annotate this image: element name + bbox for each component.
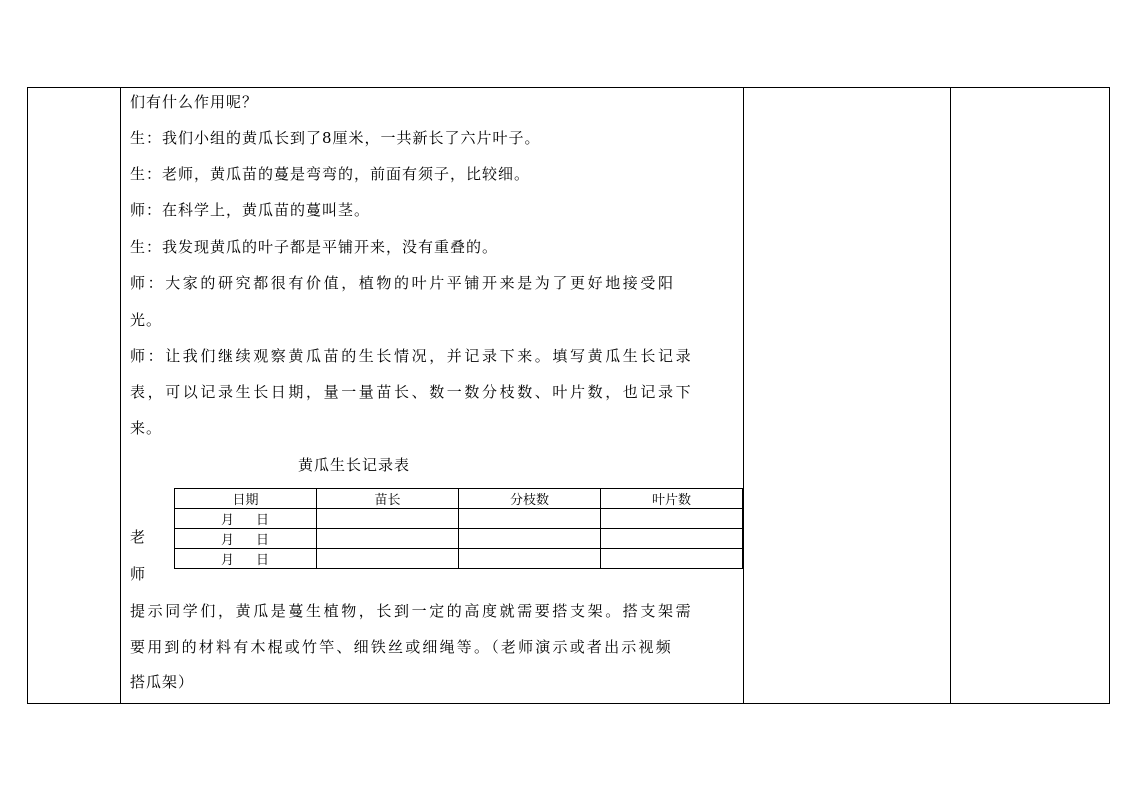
text-line: 表，可以记录生长日期，量一量苗长、数一数分枝数、叶片数，也记录下 bbox=[130, 383, 694, 401]
month-label: 月 bbox=[221, 513, 235, 528]
text-line: 提示同学们，黄瓜是蔓生植物，长到一定的高度就需要搭支架。搭支架需 bbox=[130, 602, 694, 620]
header-date: 日期 bbox=[175, 489, 317, 509]
month-label: 月 bbox=[221, 553, 235, 568]
table-row bbox=[175, 549, 743, 569]
table-cell bbox=[317, 549, 459, 569]
side-label-char: 师 bbox=[130, 565, 146, 583]
month-label: 月 bbox=[221, 533, 235, 548]
text-line: 光。 bbox=[130, 311, 163, 329]
text-line: 们有什么作用呢？ bbox=[130, 93, 259, 111]
header-leaf-count: 叶片数 bbox=[601, 489, 743, 509]
day-label: 日 bbox=[256, 513, 270, 528]
text-line: 搭瓜架） bbox=[130, 673, 195, 691]
column-divider bbox=[950, 88, 951, 703]
text-line: 师：让我们继续观察黄瓜苗的生长情况，并记录下来。填写黄瓜生长记录 bbox=[130, 347, 694, 365]
header-seedling-length: 苗长 bbox=[317, 489, 459, 509]
text-line: 师：大家的研究都很有价值，植物的叶片平铺开来是为了更好地接受阳 bbox=[130, 274, 676, 292]
table-cell bbox=[601, 549, 743, 569]
record-table-title: 黄瓜生长记录表 bbox=[298, 456, 411, 474]
table-cell bbox=[459, 529, 601, 549]
text-line: 生：我们小组的黄瓜长到了8厘米，一共新长了六片叶子。 bbox=[130, 129, 541, 147]
side-label-char: 老 bbox=[130, 528, 146, 546]
text-line: 来。 bbox=[130, 419, 163, 437]
text-line: 要用到的材料有木棍或竹竿、细铁丝或细绳等。（老师演示或者出示视频 bbox=[130, 638, 673, 656]
text-line: 生：我发现黄瓜的叶子都是平铺开来，没有重叠的。 bbox=[130, 238, 499, 256]
table-cell bbox=[459, 509, 601, 529]
table-row bbox=[175, 529, 743, 549]
table-cell bbox=[601, 509, 743, 529]
date-cell bbox=[175, 529, 317, 549]
table-cell bbox=[317, 509, 459, 529]
column-divider bbox=[743, 88, 744, 703]
header-branch-count: 分枝数 bbox=[459, 489, 601, 509]
text-line: 生：老师，黄瓜苗的蔓是弯弯的，前面有须子，比较细。 bbox=[130, 165, 531, 183]
growth-record-table bbox=[174, 488, 743, 569]
day-label: 日 bbox=[256, 553, 270, 568]
table-cell bbox=[459, 549, 601, 569]
column-divider bbox=[120, 88, 121, 703]
date-cell bbox=[175, 549, 317, 569]
table-row bbox=[175, 509, 743, 529]
text-line: 师：在科学上，黄瓜苗的蔓叫茎。 bbox=[130, 201, 371, 219]
table-cell bbox=[317, 529, 459, 549]
table-header-row bbox=[175, 489, 743, 509]
table-cell bbox=[601, 529, 743, 549]
date-cell bbox=[175, 509, 317, 529]
day-label: 日 bbox=[256, 533, 270, 548]
